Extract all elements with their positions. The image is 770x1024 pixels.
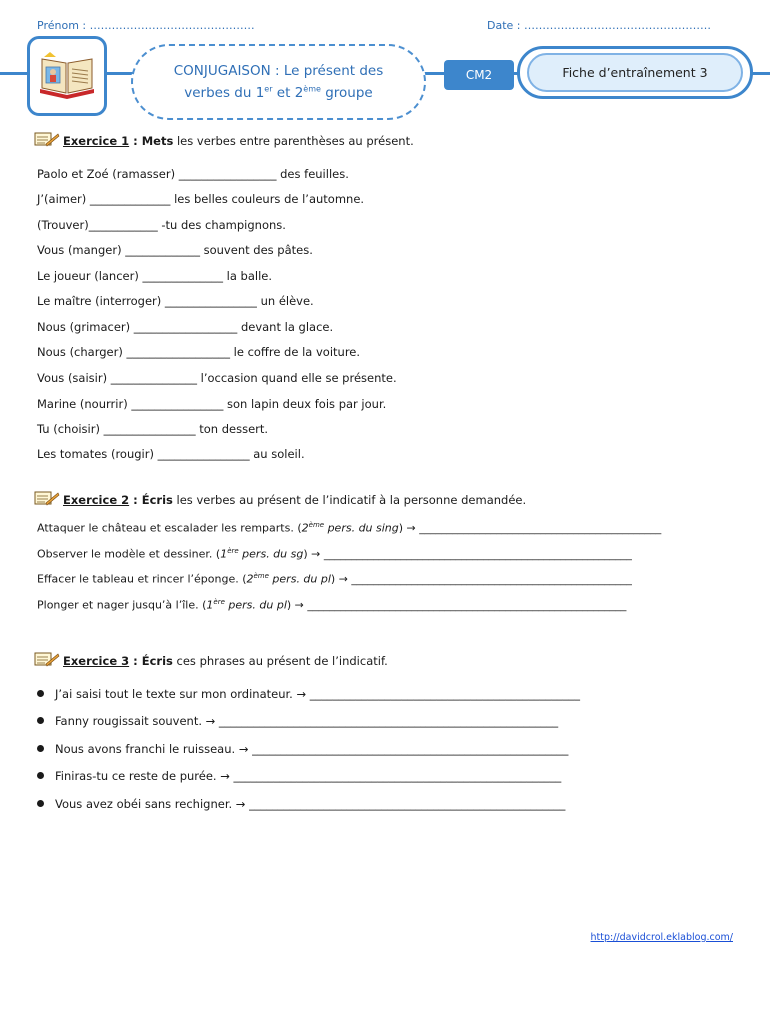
title-text-a: verbes du 1 [184, 85, 265, 101]
footer-link[interactable]: http://davidcrol.eklablog.com/ [590, 932, 733, 943]
pencil-paper-icon [34, 651, 60, 667]
ex2-tail: ) → ________________________________________________________ [303, 547, 632, 561]
ex2-tail: ) → __________________________________________________________ [286, 598, 627, 612]
ex1-line-8: Nous (charger) __________________ le coffre de la voiture. [37, 345, 361, 359]
bullet-icon [37, 690, 44, 697]
book-logo [27, 36, 107, 116]
ex1-line-9: Vous (saisir) _______________ l’occasion quand elle se présente. [37, 371, 397, 385]
exercise-3-sep: : [129, 654, 142, 668]
ex1-line-2: J’(aimer) ______________ les belles couleurs de l’automne. [37, 192, 365, 206]
exercise-1-label: Exercice 1 [63, 134, 130, 148]
ex2-text: Observer le modèle et dessiner. ( [37, 547, 221, 561]
exercise-3-label: Exercice 3 [63, 654, 130, 668]
ex2-num: 2 [246, 572, 254, 586]
exercise-2-verb: Écris [141, 493, 173, 507]
ex2-sup: ère [213, 598, 225, 606]
ex2-person: pers. du sg [238, 547, 304, 561]
ex2-item-2 [37, 547, 632, 561]
ex2-person: pers. du pl [268, 572, 331, 586]
ex1-line-5: Le joueur (lancer) ______________ la balle. [37, 269, 273, 283]
ex2-tail: ) → ___________________________________________________ [330, 572, 632, 586]
ex2-text: Plonger et nager jusqu’à l’île. ( [37, 598, 207, 612]
title-sup-1: er [264, 84, 273, 94]
date-field: Date : …………………………………………… [487, 19, 711, 32]
ex3-text: Nous avons franchi le ruisseau. → _______________________________________________________ [55, 742, 569, 756]
ex1-line-3: (Trouver)____________ -tu des champignons. [37, 218, 286, 232]
ex2-tail: ) → ____________________________________________ [398, 521, 662, 535]
exercise-1-instruction: les verbes entre parenthèses au présent. [173, 134, 414, 148]
ex3-item-3 [37, 742, 568, 756]
fiche-label: Fiche d’entraînement 3 [527, 53, 743, 92]
ex3-item-5 [37, 797, 565, 811]
ex3-text: Fanny rougissait souvent. → ___________________________________________________________ [55, 714, 559, 728]
ex2-num: 1 [220, 547, 228, 561]
exercise-2-instruction: les verbes au présent de l’indicatif à la personne demandée. [172, 493, 527, 507]
ex2-person: pers. du sing [324, 521, 399, 535]
pencil-paper-icon [34, 131, 60, 147]
ex3-text: Vous avez obéi sans rechigner. → _______________________________________________________ [55, 797, 566, 811]
bullet-icon [37, 745, 44, 752]
ex1-line-11: Tu (choisir) ________________ ton dessert. [37, 422, 269, 436]
ex1-line-12: Les tomates (rougir) ________________ au soleil. [37, 447, 305, 461]
ex1-line-4: Vous (manger) _____________ souvent des pâtes. [37, 243, 313, 257]
bullet-icon [37, 772, 44, 779]
exercise-2-heading [34, 490, 526, 507]
exercise-3-verb: Écris [141, 654, 173, 668]
title-line-1: CONJUGAISON : Le présent des [173, 63, 384, 79]
ex2-sup: ème [308, 521, 325, 529]
prenom-field: Prénom : ……………………………………… [37, 19, 255, 32]
ex2-item-4 [37, 598, 626, 612]
ex1-line-6: Le maître (interroger) ________________ un élève. [37, 294, 314, 308]
exercise-2-label: Exercice 2 [63, 493, 130, 507]
title-text-b: et 2 [272, 85, 304, 101]
ex2-num: 2 [301, 521, 309, 535]
open-book-icon [30, 39, 104, 113]
title-sup-2: ème [303, 84, 321, 94]
exercise-3-heading [34, 651, 388, 668]
exercise-2-sep: : [129, 493, 142, 507]
title-line-2 [133, 82, 424, 104]
ex3-item-4 [37, 769, 561, 783]
bullet-icon [37, 800, 44, 807]
ex2-item-1 [37, 521, 661, 535]
ex2-text: Attaquer le château et escalader les remparts. ( [37, 521, 302, 535]
ex3-item-2 [37, 714, 558, 728]
title-text-c: groupe [320, 85, 373, 101]
ex2-item-3 [37, 572, 632, 586]
ex3-item-1 [37, 687, 580, 701]
bullet-icon [37, 717, 44, 724]
exercise-1-heading [34, 131, 414, 148]
ex1-line-1: Paolo et Zoé (ramasser) _________________ des feuilles. [37, 167, 349, 181]
exercise-1-verb: Mets [141, 134, 174, 148]
ex2-sup: ème [253, 572, 269, 580]
exercise-1-sep: : [129, 134, 142, 148]
ex2-sup: ère [227, 547, 239, 555]
level-badge: CM2 [444, 60, 514, 90]
ex1-line-10: Marine (nourrir) ________________ son lapin deux fois par jour. [37, 397, 387, 411]
ex1-line-7: Nous (grimacer) __________________ devant la glace. [37, 320, 334, 334]
page-title [131, 44, 426, 120]
pencil-paper-icon [34, 490, 60, 506]
ex3-text: J’ai saisi tout le texte sur mon ordinateur. → _______________________________________________ [55, 687, 581, 701]
exercise-3-instruction: ces phrases au présent de l’indicatif. [172, 654, 388, 668]
ex2-person: pers. du pl [224, 598, 287, 612]
ex2-text: Effacer le tableau et rincer l’éponge. ( [37, 572, 247, 586]
ex2-num: 1 [206, 598, 214, 612]
ex3-text: Finiras-tu ce reste de purée. → _________________________________________________________ [55, 769, 562, 783]
